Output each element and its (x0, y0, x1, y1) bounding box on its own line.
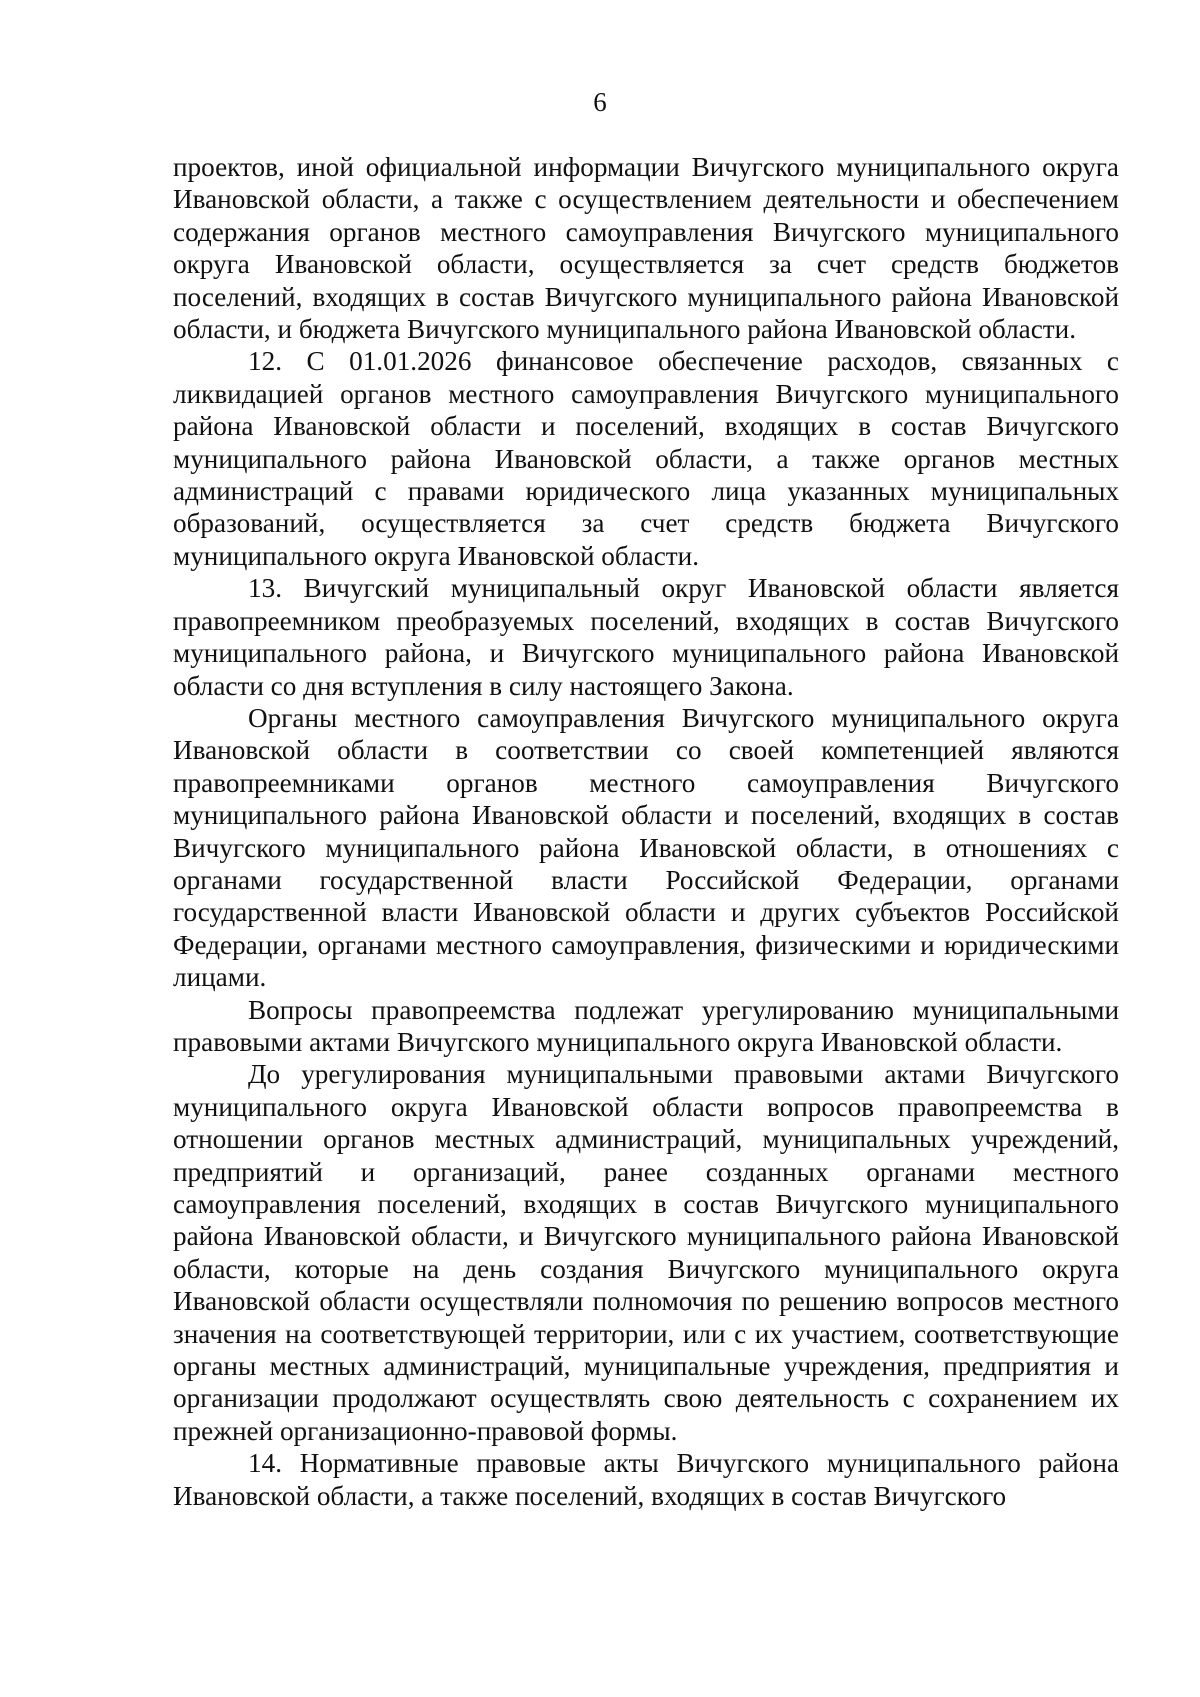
paragraph-item-13-transition: До урегулирования муниципальными правовыми актами Вичугского муниципального округа Ивановской области вопросов правопреемства в отношении органов местных администраций, муниципальных учреждений, предприятий и организаций, ранее созданных органами местного самоуправления поселений, входящих в состав Вичугского муниципального района Ивановской области, и Вичугского муниципального района Ивановской области, которые на день создания Вичугского муниципального округа Ивановской области осуществляли полномочия по решению вопросов местного значения на соответствующей территории, или с их участием, соответствующие органы местных администраций, муниципальные учреждения, предприятия и организации продолжают осуществлять свою деятельность с сохранением их прежней организационно-правовой формы. (173, 1059, 1119, 1446)
paragraph-item-12: 12. С 01.01.2026 финансовое обеспечение расходов, связанных с ликвидацией органов местного самоуправления Вичугского муниципального района Ивановской области и поселений, входящих в состав Вичугского муниципального района Ивановской области, а также органов местных администраций с правами юридического лица указанных муниципальных образований, осуществляется за счет средств бюджета Вичугского муниципального округа Ивановской области. (173, 346, 1119, 571)
page-number: 6 (593, 87, 607, 117)
paragraph-item-13-regulation: Вопросы правопреемства подлежат урегулированию муниципальными правовыми актами Вичугского муниципального округа Ивановской области. (173, 994, 1119, 1057)
paragraph-item-14: 14. Нормативные правовые акты Вичугского муниципального района Ивановской области, а также поселений, входящих в состав Вичугского (173, 1448, 1119, 1511)
paragraph-item-13-successors: Органы местного самоуправления Вичугского муниципального округа Ивановской области в соответствии со своей компетенцией являются правопреемниками органов местного самоуправления Вичугского муниципального района Ивановской области и поселений, входящих в состав Вичугского муниципального района Ивановской области, в отношениях с органами государственной власти Российской Федерации, органами государственной власти Ивановской области и других субъектов Российской Федерации, органами местного самоуправления, физическими и юридическими лицами. (173, 702, 1119, 993)
paragraph-continuation: проектов, иной официальной информации Вичугского муниципального округа Ивановской области, а также с осуществлением деятельности и обеспечением содержания органов местного самоуправления Вичугского муниципального округа Ивановской области, осуществляется за счет средств бюджетов поселений, входящих в состав Вичугского муниципального района Ивановской области, и бюджета Вичугского муниципального района Ивановской области. (173, 152, 1119, 345)
document-body (173, 151, 1119, 1512)
paragraph-item-13: 13. Вичугский муниципальный округ Ивановской области является правопреемником преобразуемых поселений, входящих в состав Вичугского муниципального района, и Вичугского муниципального района Ивановской области со дня вступления в силу настоящего Закона. (173, 573, 1119, 701)
